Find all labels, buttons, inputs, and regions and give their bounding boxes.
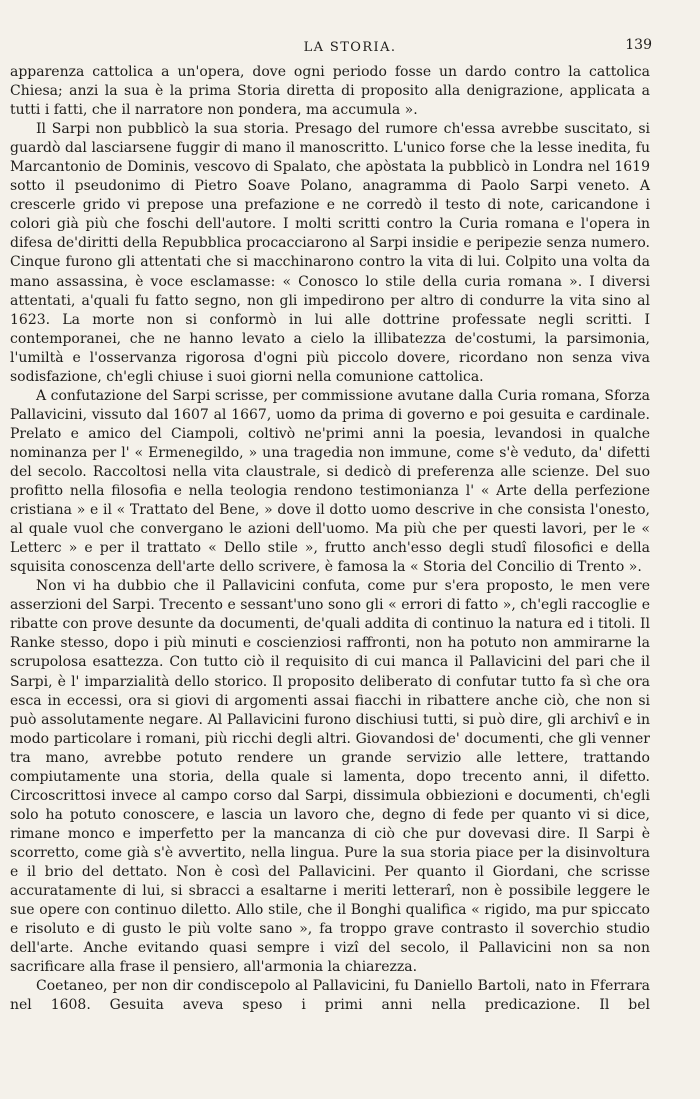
paragraph-1: apparenza cattolica a un'opera, dove ogni periodo fosse un dardo contro la cattolica Chiesa; anzi la sua è la prima Storia diretta di proposito alla denigrazione, applicata a tutti i fatti, che il narratore non pondera, ma accumula ». [10, 64, 650, 119]
paragraph-3: A confutazione del Sarpi scrisse, per commissione avutane dalla Curia romana, Sforza Pallavicini, vissuto dal 1607 al 1667, uomo da prima di governo e poi gesuita e cardinale. Prelato e amico del Ciampoli, coltivò ne'primi anni la poesia, levandosi in qualche nominanza per l' « Ermenegildo, » una tragedia non immune, come s'è veduto, da' difetti del secolo. Raccoltosi nella vita claustrale, si dedicò di preferenza alle scienze. Del suo profitto nella filosofia e nella teologia rendono testimonianza l' « Arte della perfezione cristiana » e il « Trattato del Bene, » dove il dotto uomo descrive in che consista l'onesto, al quale vuol che convergano le azioni dell'uomo. Ma più che per questi lavori, per le « Letterc » e per il trattato « Dello stile », frutto anch'esso degli studî filosofici e della squisita conoscenza dell'arte dello scrivere, è famosa la « Storia del Concilio di Trento ». [10, 387, 650, 576]
paragraph-5: Coetaneo, per non dir condiscepolo al Pallavicini, fu Daniello Bartoli, nato in Fferrara nel 1608. Gesuita aveva speso i primi anni nella predicazione. Il bel [10, 978, 650, 1014]
page-number: 139 [625, 37, 652, 53]
paragraph-4: Non vi ha dubbio che il Pallavicini confuta, come pur s'era proposto, le men vere asserzioni del Sarpi. Trecento e sessant'uno sono gli « errori di fatto », ch'egli raccoglie e ribatte con prove desunte da documenti, de'quali addita di continuo la natura ed i titoli. Il Ranke stesso, dopo i più minuti e coscienziosi raffronti, non ha potuto non ammirarne la scrupolosa esattezza. Con tutto ciò il requisito di cui manca il Pallavicini del pari che il Sarpi, è l' imparzialità dello storico. Il proposito deliberato di confutar tutto fa sì che ora esca in eccessi, ora si giovi di argomenti assai fiacchi in ribattere anche ciò, che non si può assolutamente negare. Al Pallavicini furono dischiusi tutti, si può dire, gli archivî e in modo particolare i romani, più ricchi degli altri. Giovandosi de' documenti, che gli venner tra mano, avrebbe potuto rendere un grande servizio alle lettere, trattando compiutamente una storia, della quale si lamenta, dopo trecento anni, il difetto. Circoscrittosi invece al campo corso dal Sarpi, dissimula obbiezioni e documenti, ch'egli solo ha potuto conoscere, e lascia un lavoro che, degno di fede per quanto vi si dice, rimane monco e imperfetto per la mancanza di ciò che pur dovevasi dire. Il Sarpi è scorretto, come già s'è avvertito, nella lingua. Pure la sua storia piace per la disinvoltura e il brio del dettato. Non è così del Pallavicini. Per quanto il Giordani, che scrisse accuratamente di lui, si sbracci a esaltarne i meriti letterarî, non è possibile leggere le sue opere con continuo diletto. Allo stile, che il Bonghi qualifica « rigido, ma pur spiccato e risoluto e di gusto le più volte sano », fa troppo grave contrasto il soverchio studio dell'arte. Anche evitando quasi sempre i vizî del secolo, il Pallavicini non sa non sacrificare alla frase il pensiero, all'armonia la chiarezza. [10, 578, 650, 976]
running-title: LA STORIA. [303, 40, 397, 55]
page-body [10, 63, 650, 1015]
paragraph-2: Il Sarpi non pubblicò la sua storia. Presago del rumore ch'essa avrebbe suscitato, si guardò dal lasciarsene fuggir di mano il manoscritto. L'unico forse che la lesse inedita, fu Marcantonio de Dominis, vescovo di Spalato, che apòstata la pubblicò in Londra nel 1619 sotto il pseudonimo di Pietro Soave Polano, anagramma di Paolo Sarpi veneto. A crescerle grido vi prepose una prefazione e ne corredò il testo di note, caricandone i colori già più che foschi dell'autore. I molti scritti contro la Curia romana e l'opera in difesa de'diritti della Repubblica procacciarono al Sarpi insidie e peripezie senza numero. Cinque furono gli attentati che si macchinarono contro la vita di lui. Colpito una volta da mano assassina, è voce esclamasse: « Conosco lo stile della curia romana ». I diversi attentati, a'quali fu fatto segno, non gli impedirono per altro di condurre la vita sino al 1623. La morte non si conformò in lui alle dottrine professate negli scritti. I contemporanei, che ne hanno levato a cielo la illibatezza de'costumi, la parsimonia, l'umiltà e l'osservanza rigorosa d'ogni più piccolo dovere, ricordano non senza viva sodisfazione, ch'egli chiuse i suoi giorni nella comunione cattolica. [10, 121, 650, 385]
